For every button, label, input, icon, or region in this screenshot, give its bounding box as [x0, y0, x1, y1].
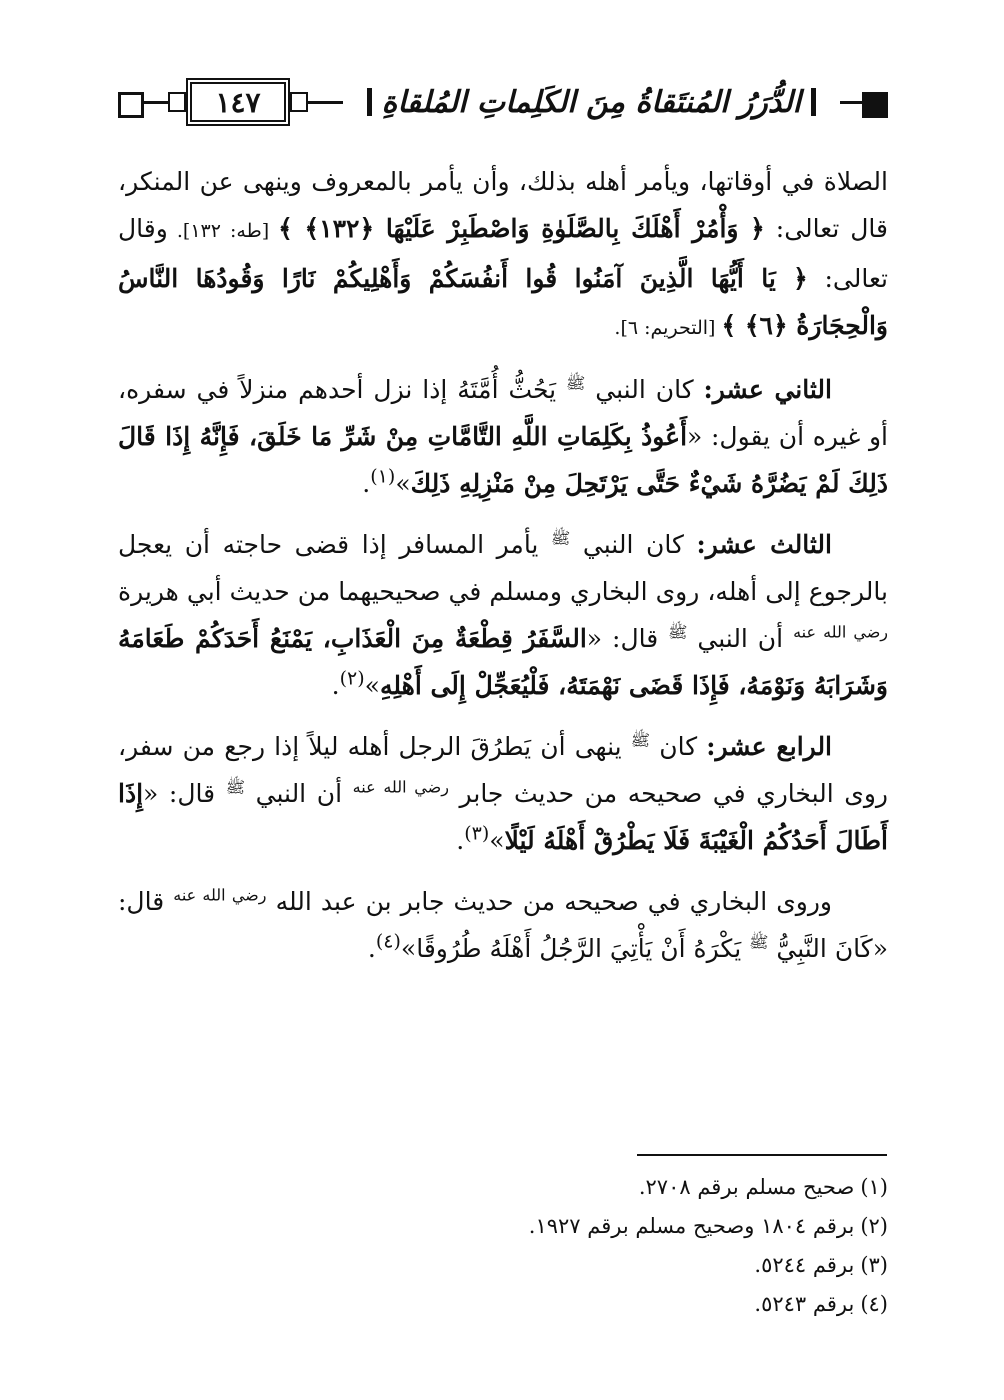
surah-reference-1: [طه: ١٣٢]. [167, 220, 279, 242]
book-title-box [343, 80, 840, 124]
p3-close: » [364, 671, 380, 700]
footnote-4 [118, 1285, 888, 1324]
footnote-marker-2: (٢) [339, 667, 365, 690]
footnote-number: (٣) [860, 1253, 888, 1277]
p4-text-a: كان [650, 732, 707, 761]
title-bar-right [811, 88, 816, 116]
paragraph-2 [118, 366, 888, 507]
main-text [118, 158, 888, 986]
book-title: الدُّرَرُ المُنتَقاةُ مِنَ الكَلِماتِ المُلقاةِ [381, 84, 801, 120]
p2-text-b: يَحُثُّ أُمَّتَهُ إذا نزل أحدهم منزلاً في سفره، أو غيره أن يقول: « [118, 375, 888, 451]
p3-text-d: قال: « [586, 624, 669, 653]
p4-text-b: ينهى أن يَطرُقَ الرجل أهله ليلاً إذا رجع من سفر، روى البخاري في صحيحه من حديث جابر [118, 732, 888, 808]
p5-text-a: وروى البخاري في صحيحه من حديث جابر بن عبد الله [266, 887, 833, 916]
footnote-text: صحيح مسلم برقم ٢٧٠٨. [638, 1175, 855, 1199]
p2-text-a: كان النبي [585, 375, 704, 404]
header-ornament-left [118, 92, 144, 118]
salawat-glyph: ﷺ [749, 932, 769, 952]
p5-text-c: يَكْرَهُ أَنْ يَأْتِيَ الرَّجُلُ أَهْلَهُ طُرُوقًا [416, 934, 750, 963]
footnote-number: (١) [860, 1175, 888, 1199]
p3-text-c: أن النبي [687, 624, 794, 653]
footnote-marker-3: (٣) [464, 822, 490, 845]
salawat-glyph: ﷺ [668, 622, 688, 642]
footnote-number: (٤) [860, 1292, 888, 1316]
footnote-2 [118, 1207, 888, 1246]
p4-close: » [489, 826, 505, 855]
radi-glyph: رضي الله عنه [793, 622, 889, 642]
footnote-1 [118, 1168, 888, 1207]
hadith-text-1: أَعُوذُ بِكَلِمَاتِ اللَّهِ التَّامَّاتِ مِنْ شَرِّ مَا خَلَقَ، فَإِنَّهُ إِذَا قَالَ ذَلِكَ لَمْ يَضُرَّهُ شَيْءٌ حَتَّى يَرْتَحِلَ مِنْ مَنْزِلِهِ ذَلِكَ [118, 422, 888, 498]
p2-end: . [362, 469, 371, 498]
footnote-marker-4: (٤) [375, 930, 401, 953]
paragraph-3 [118, 521, 888, 709]
page-number-box [190, 82, 286, 122]
p1-text-b: وقال تعالى: [118, 214, 888, 293]
paragraph-1 [118, 158, 888, 352]
radi-glyph: رضي الله عنه [173, 885, 267, 905]
hadith-text-2: السَّفَرُ قِطْعَةٌ مِنَ الْعَذَابِ، يَمْنَعُ أَحَدَكُمْ طَعَامَهُ وَشَرَابَهُ وَنَوْمَهُ، فَإِذَا قَضَى نَهْمَتَهُ، فَلْيُعَجِّلْ إِلَى أَهْلِهِ [118, 624, 888, 700]
p1-text-a: الصلاة في أوقاتها، ويأمر أهله بذلك، وأن يأمر بالمعروف وينهى عن المنكر، قال تعالى: [118, 167, 888, 243]
p4-end: . [456, 826, 465, 855]
salawat-glyph: ﷺ [630, 730, 651, 750]
footnotes [118, 1168, 888, 1324]
p5-end: . [367, 934, 376, 963]
p3-lead: الثالث عشر: [696, 530, 832, 559]
p3-text-a: كان النبي [570, 530, 697, 559]
header-ornament-right [862, 92, 888, 118]
salawat-glyph: ﷺ [566, 373, 586, 393]
page-number: ١٤٧ [215, 85, 261, 119]
p4-lead: الرابع عشر: [706, 732, 833, 761]
hadith-text-3: إِذَا أَطَالَ أَحَدُكُمُ الْغَيْبَةَ فَلَا يَطْرُقْ أَهْلَهُ لَيْلًا [118, 779, 888, 855]
footnote-3 [118, 1246, 888, 1285]
title-bar-left [367, 88, 372, 116]
p4-text-c: أن النبي [245, 779, 353, 808]
p2-close: » [395, 469, 411, 498]
paragraph-5 [118, 878, 888, 972]
footnote-number: (٢) [860, 1214, 888, 1238]
p5-close: » [400, 934, 417, 963]
quran-verse-2: ﴿ يَا أَيُّهَا الَّذِينَ آمَنُوا قُوا أَنفُسَكُمْ وَأَهْلِيكُمْ نَارًا وَقُودُهَا النَّاسُ وَالْحِجَارَةُ ﴿٦﴾ ﴾ [118, 264, 888, 340]
p3-text-b: يأمر المسافر إذا قضى حاجته أن يعجل بالرجوع إلى أهله، روى البخاري ومسلم في صحيحيهما من حديث أبي هريرة [118, 530, 888, 606]
footnote-text: برقم ٥٢٤٣. [754, 1292, 855, 1316]
footnote-separator [637, 1154, 887, 1156]
footnote-marker-1: (١) [370, 465, 396, 488]
footnote-text: برقم ١٨٠٤ وصحيح مسلم برقم ١٩٢٧. [528, 1214, 855, 1238]
quran-verse-1: ﴿ وَأْمُرْ أَهْلَكَ بِالصَّلَوٰةِ وَاصْطَبِرْ عَلَيْهَا ﴿١٣٢﴾ ﴾ [278, 214, 765, 243]
radi-glyph: رضي الله عنه [352, 777, 449, 797]
p2-lead: الثاني عشر: [703, 375, 832, 404]
p4-text-d: قال: « [143, 779, 226, 808]
paragraph-4 [118, 723, 888, 864]
salawat-glyph: ﷺ [225, 777, 246, 797]
running-header [118, 78, 888, 128]
surah-reference-2: [التحريم: ٦]. [614, 317, 722, 339]
salawat-glyph: ﷺ [551, 528, 571, 548]
footnote-text: برقم ٥٢٤٤. [754, 1253, 855, 1277]
p5-text-b: قال: «كَانَ النَّبِيُّ [118, 887, 888, 963]
p3-end: . [331, 671, 340, 700]
